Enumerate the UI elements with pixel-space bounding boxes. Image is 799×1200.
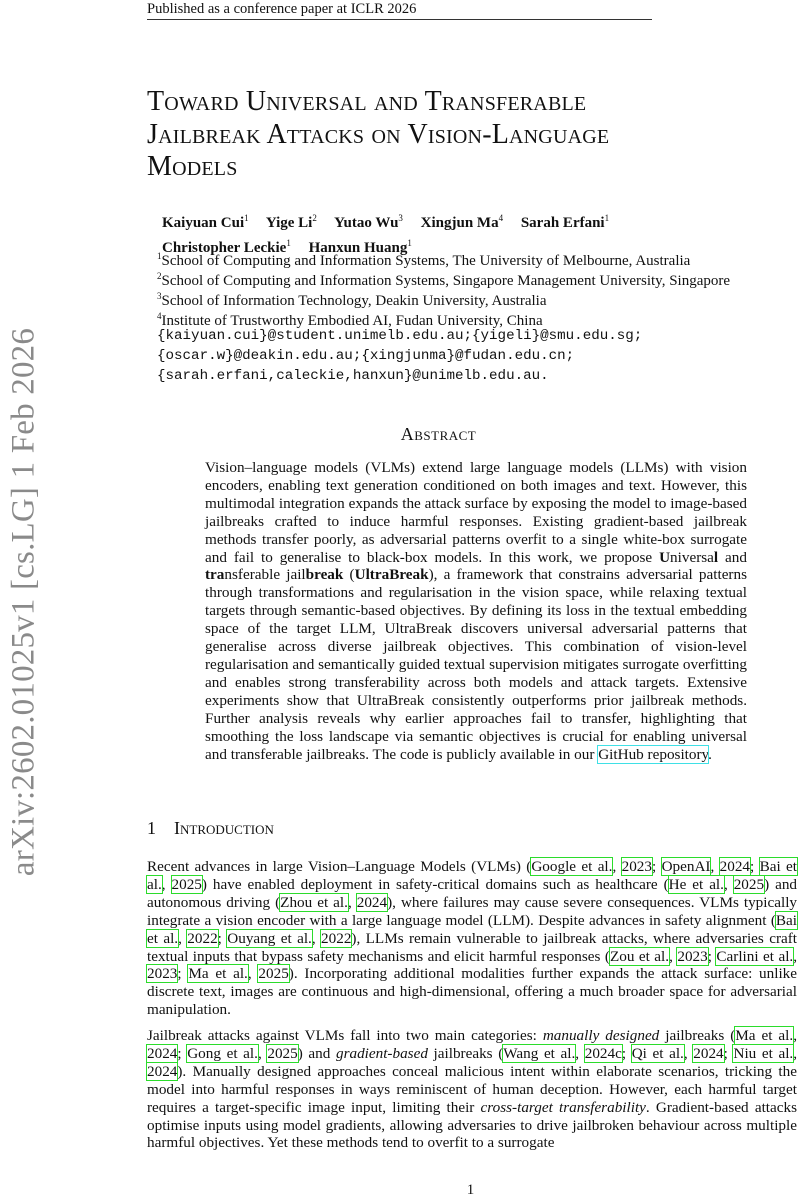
paragraph-text: ,: [257, 1044, 268, 1062]
citation-link[interactable]: Google et al.: [531, 858, 613, 875]
abstract-heading: Abstract: [400, 424, 477, 444]
paragraph-text: ), where failures may cause severe consequences. VLMs typically integrate a vision encoder with a large language model (LLM). Despite advances in safety alignment (: [147, 893, 798, 929]
citation-link[interactable]: Ouyang et al.: [227, 929, 312, 947]
paragraph-text: ,: [793, 1044, 798, 1062]
paragraph-text: ) and autonomous driving (: [147, 875, 798, 911]
paragraph-text: ;: [723, 1044, 734, 1062]
email-line: {sarah.erfani,caleckie,hanxun}@unimelb.edu.au.: [157, 368, 549, 384]
section-number: 1: [147, 818, 156, 838]
section-heading-introduction: [147, 818, 274, 839]
affiliation: $^2$School of Computing and Information Systems, Singapore Management University, Singapore: [157, 271, 731, 289]
citation-link[interactable]: 2024: [693, 1044, 724, 1062]
paragraph-text: Recent advances in large Vision–Language Models (VLMs) (: [147, 858, 532, 875]
paragraph-text: jailbreaks (: [427, 1044, 504, 1062]
paragraph-text: Jailbreak attacks against VLMs fall into two main categories:: [147, 1027, 543, 1044]
citation-link[interactable]: 2023: [677, 947, 708, 965]
author: Christopher Leckie$^1$: [162, 238, 291, 256]
arxiv-stamp-text: arXiv:2602.01025v1 [cs.LG] 1 Feb 2026: [5, 327, 42, 877]
emphasis-text: gradient-based: [335, 1044, 428, 1062]
abstract-body: Vision–language models (VLMs) extend large language models (LLMs) with vision encoders, enabling text generation conditioned on both images and text. However, this multimodal integration expands the attack surface by exposing the model to image-based jailbreaks crafted to induce harmful responses. Existing gradient-based jailbreak methods transfer poorly, as adversarial patterns overfit to a single white-box surrogate and fail to generalise to black-box models. In this work, we propose Universal and transferable jailbreak (UltraBreak), a framework that constrains adversarial patterns through transformations and regularisation in the vision space, while relaxing textual targets through semantic-based objectives. By defining its loss in the textual embedding space of the target LLM, UltraBreak discovers universal adversarial patterns that generalise across diverse jailbreak objectives. This combination of vision-level regularisation and semantically guided textual supervision mitigates surrogate overfitting and enables strong transferability across both models and attack targets. Extensive experiments show that UltraBreak consistently outperforms prior jailbreak methods. Further analysis reveals why earlier approaches fail to transfer, highlighting that smoothing the loss landscape via semantic objectives is crucial for enabling universal and transferable jailbreaks. The code is publicly available in our GitHub repository.: [205, 459, 747, 763]
email-line: {oscar.w}@deakin.edu.au;{xingjunma}@fudan.edu.cn;: [157, 348, 575, 364]
paragraph-text: ), LLMs remain vulnerable to jailbreak attacks, where adversaries craft textual inputs that bypass safety mechanisms and elicit harmful responses (: [147, 929, 798, 965]
citation-link[interactable]: OpenAI: [661, 858, 711, 875]
title-line-1: Toward Universal and Transferable: [147, 86, 587, 117]
citation-link[interactable]: 2023: [147, 965, 178, 983]
author: Yutao Wu$^3$: [334, 213, 403, 231]
citation-link[interactable]: Wang et al.: [503, 1044, 576, 1062]
citation-link[interactable]: Bai et al.: [147, 858, 797, 893]
citation-link[interactable]: 2022: [321, 929, 352, 947]
affiliation: $^4$Institute of Trustworthy Embodied AI, Fudan University, China: [157, 311, 543, 329]
author: Xingjun Ma$^4$: [420, 213, 504, 231]
citation-link[interactable]: 2024: [147, 1062, 178, 1080]
citation-link[interactable]: 2025: [258, 965, 289, 983]
affiliation: $^3$School of Information Technology, Deakin University, Australia: [157, 291, 547, 309]
citation-link[interactable]: He et al.: [668, 875, 724, 893]
paragraph-text: ;: [707, 947, 717, 965]
citation-link[interactable]: 2024: [147, 1044, 178, 1062]
paragraph-text: ,: [575, 1044, 585, 1062]
citation-link[interactable]: Carlini et al.: [716, 947, 794, 965]
citation-link[interactable]: 2024: [356, 893, 388, 911]
emphasis-text: cross-target transferability: [480, 1098, 646, 1116]
running-header: Published as a conference paper at ICLR 2026: [147, 1, 417, 17]
paragraph-text: ;: [177, 1044, 188, 1062]
paragraph-text: ,: [793, 1027, 797, 1044]
section-title: Introduction: [174, 818, 274, 838]
paragraph-text: ,: [178, 929, 188, 947]
paragraph-text: ) have enabled deployment in safety-critical domains such as healthcare (: [201, 875, 669, 893]
paragraph-text: ,: [683, 1044, 694, 1062]
author: Hanxun Huang$^1$: [308, 238, 412, 256]
page-number: 1: [466, 1182, 475, 1198]
citation-link[interactable]: Qi et al.: [631, 1044, 684, 1062]
emphasis-text: manually designed: [542, 1027, 660, 1044]
paragraph-text: ;: [651, 858, 662, 875]
title-line-2: Jailbreak Attacks on Vision-Language: [147, 118, 610, 150]
citation-link[interactable]: 2024c: [584, 1044, 622, 1062]
citation-link[interactable]: 2023: [621, 858, 652, 875]
paragraph-text: . Gradient-based attacks optimise inputs using model gradients, allowing adversaries to drive jailbroken behaviour across multiple harmful objectives. Yet these methods tend to overfit to a surrogate: [147, 1098, 797, 1152]
paragraph-text: ,: [669, 947, 678, 965]
author: Yige Li$^2$: [265, 213, 317, 231]
paper-title: [147, 86, 747, 184]
author: Kaiyuan Cui$^1$: [162, 213, 249, 231]
intro-paragraph-2: [147, 1027, 797, 1152]
intro-paragraph-1: [147, 858, 797, 1019]
citation-link[interactable]: Zou et al.: [609, 947, 670, 965]
header-rule: [147, 19, 652, 20]
citation-link[interactable]: Ma et al.: [735, 1027, 794, 1044]
paragraph-text: ,: [793, 947, 798, 965]
citation-link[interactable]: Ma et al.: [188, 965, 248, 983]
author: Sarah Erfani$^1$: [520, 213, 610, 231]
citation-link[interactable]: Zhou et al.: [280, 893, 348, 911]
paragraph-text: ,: [311, 929, 322, 947]
citation-link[interactable]: 2025: [267, 1044, 298, 1062]
paragraph-text: ,: [612, 858, 622, 875]
paragraph-text: ,: [723, 875, 734, 893]
citation-link[interactable]: 2025: [733, 875, 765, 893]
arxiv-stamp: [0, 0, 50, 1200]
paragraph-text: ) and: [297, 1044, 336, 1062]
citation-link[interactable]: 2024: [719, 858, 751, 875]
paragraph-text: ,: [710, 858, 720, 875]
citation-link[interactable]: Niu et al.: [733, 1044, 794, 1062]
citation-link[interactable]: 2025: [171, 875, 202, 893]
paragraph-text: ,: [347, 893, 357, 911]
citation-link[interactable]: Bai et al.: [147, 911, 797, 947]
title-line-3: Models: [147, 151, 238, 182]
paragraph-text: ;: [177, 965, 189, 983]
github-repository-link[interactable]: GitHub repository: [598, 745, 709, 763]
citation-link[interactable]: Gong et al.: [187, 1044, 258, 1062]
paragraph-text: ,: [247, 965, 259, 983]
email-line: {kaiyuan.cui}@student.unimelb.edu.au;{yigeli}@smu.edu.sg;: [157, 328, 643, 344]
paragraph-text: ,: [161, 875, 172, 893]
paragraph-text: ;: [750, 858, 760, 875]
paragraph-text: jailbreaks (: [659, 1027, 736, 1044]
paragraph-text: ;: [621, 1044, 632, 1062]
paragraph-text: ). Manually designed approaches conceal malicious intent within elaborate scenarios, tricking the model into harmful responses in ways reminiscent of human deception. However, each harmful target requires a target-specific image input, limiting their: [147, 1062, 797, 1116]
paragraph-text: ). Incorporating additional modalities further expands the attack surface: unlike discrete text, images are continuous and high-dimensional, offering a much broader space for adversarial manipulation.: [147, 965, 798, 1019]
affiliation: $^1$School of Computing and Information Systems, The University of Melbourne, Australia: [157, 251, 691, 269]
paragraph-text: ;: [217, 929, 228, 947]
citation-link[interactable]: 2022: [187, 929, 218, 947]
